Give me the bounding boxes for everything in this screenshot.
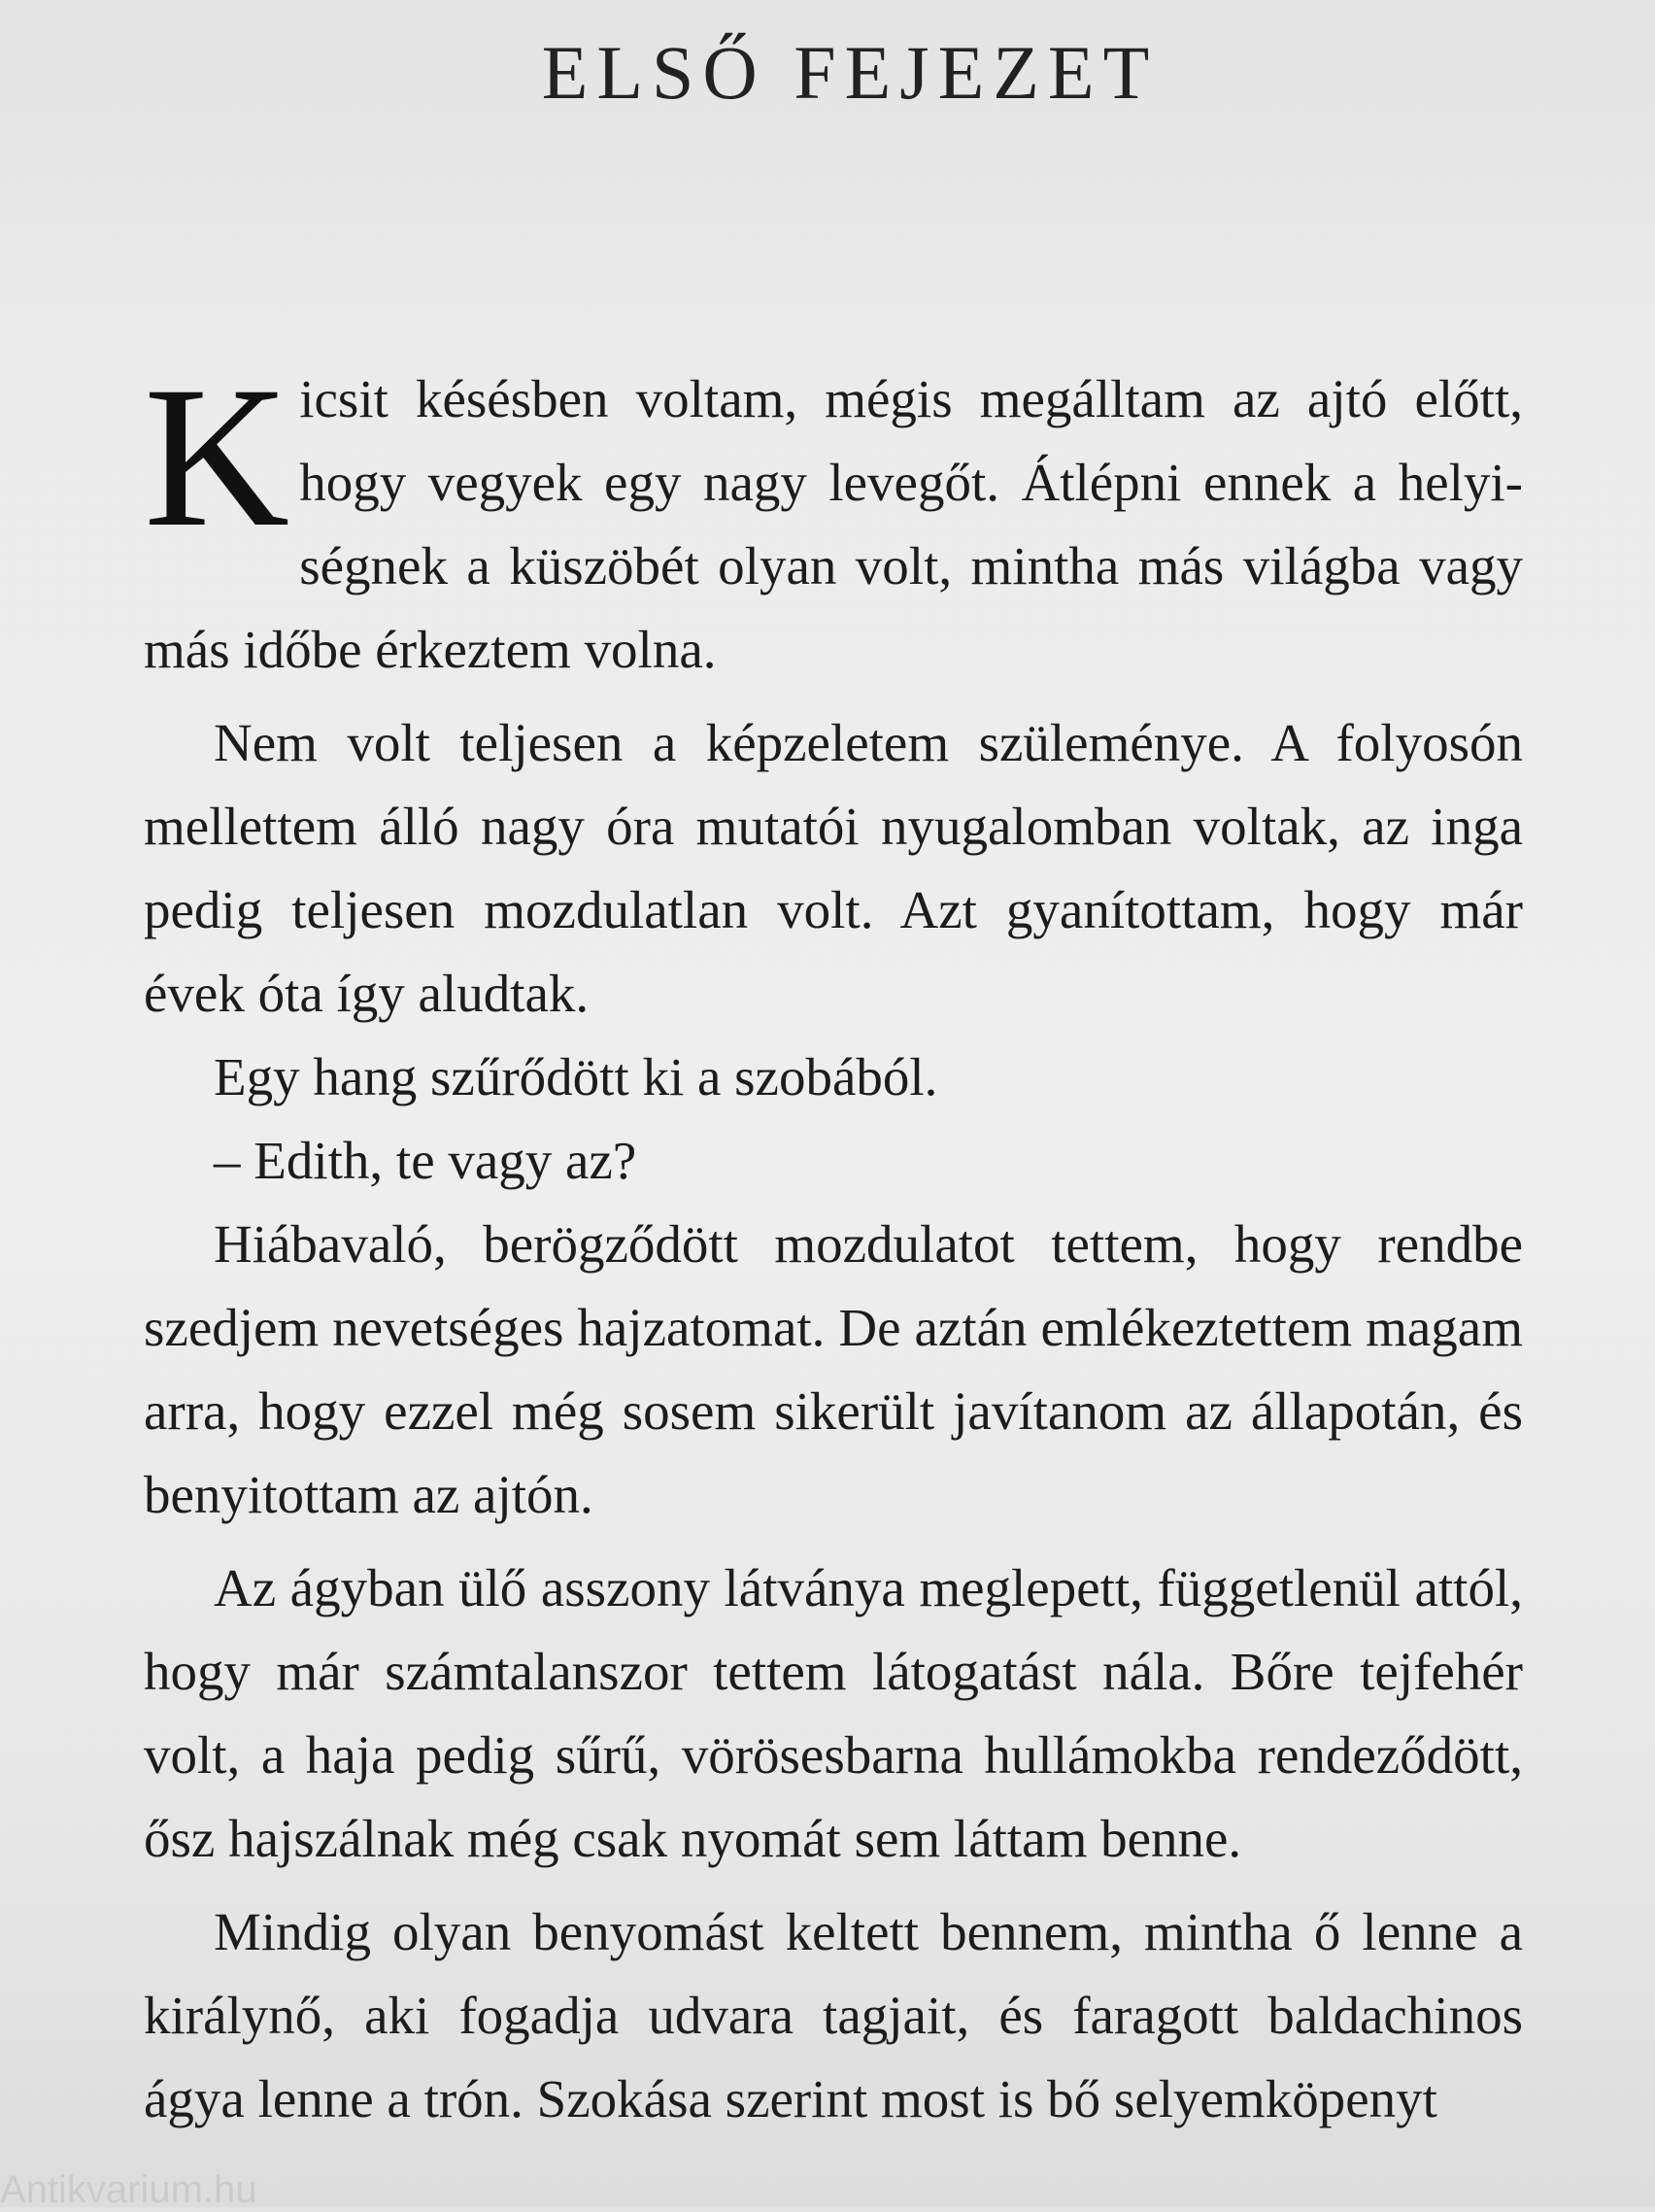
chapter-title: ELSŐ FEJEZET xyxy=(541,30,1159,115)
paragraph-5: Hiábavaló, berögződött mozdulatot tettem, hogy rendbe szedjem nevetséges hajzatomat. De aztán emlékeztettem magam arra, hogy ezzel még sosem sikerült javítanom az állapotán, és benyitottam az ajtón. xyxy=(144,1214,1523,1524)
paragraph-2: Nem volt teljesen a képzeletem szüleménye. A folyosón mellettem álló nagy óra mutatói nyugalomban voltak, az inga pedig teljesen mozdulatlan volt. Azt gyanítottam, hogy már évek óta így aludtak. xyxy=(144,713,1523,1023)
paragraph-3: Egy hang szűrődött ki a szobából. xyxy=(214,1047,938,1106)
drop-cap: K xyxy=(144,345,290,568)
paragraph-1-text: icsit késésben voltam, mégis megálltam az ajtó előtt, hogy vegyek egy nagy levegőt. Átlépni ennek a helyiségnek a küszöbét olyan volt, mintha más világba vagy más időbe érkeztem volna. xyxy=(144,369,1523,679)
paragraph-7: Mindig olyan benyomást keltett bennem, mintha ő lenne a királynő, aki fogadja udvara tagjait, és faragott baldachinos ágya lenne a trón. Szokása szerint most is bő selyemköpenyt xyxy=(144,1902,1523,2128)
chapter-body xyxy=(144,345,1523,2141)
paragraph-4-dialogue: – Edith, te vagy az? xyxy=(214,1131,637,1190)
watermark: Antikvarium.hu xyxy=(0,2168,257,2211)
paragraph-1 xyxy=(144,345,1523,692)
paragraph-6: Az ágyban ülő asszony látványa meglepett, függetlenül attól, hogy már számtalanszor tettem látogatást nála. Bőre tejfehér volt, a haja pedig sűrű, vörösesbarna hullámokba rendeződött, ősz hajszálnak még csak nyomát sem láttam benne. xyxy=(144,1558,1523,1868)
